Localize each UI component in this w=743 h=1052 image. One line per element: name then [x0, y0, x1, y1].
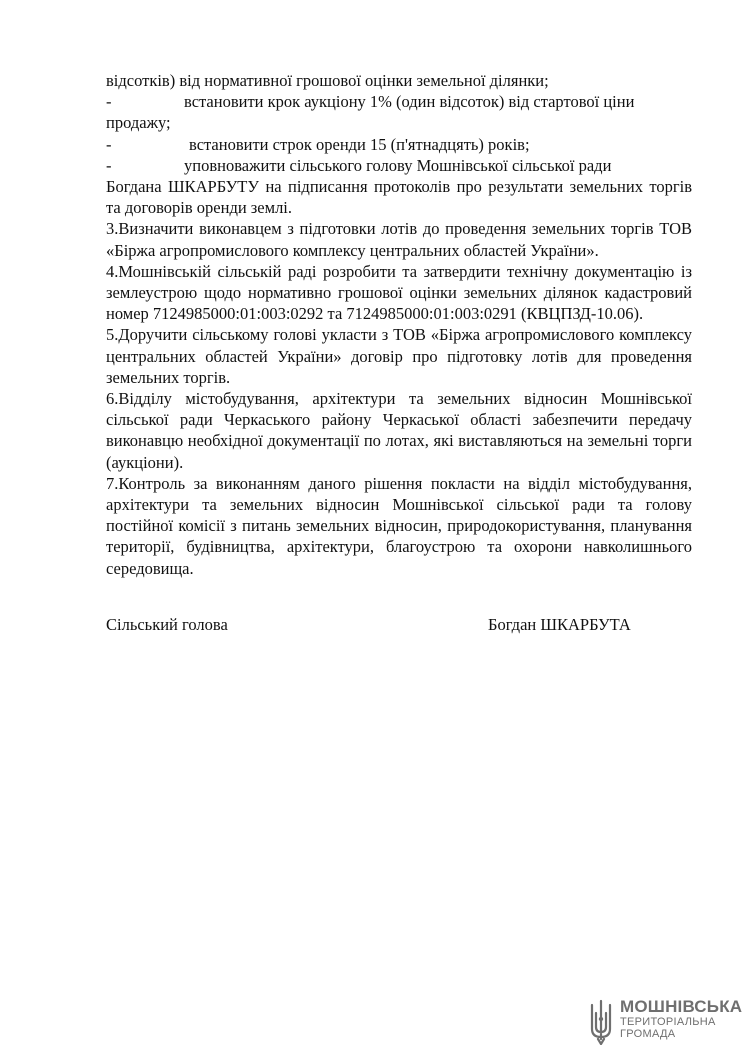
bullet-dash: - [106, 92, 112, 112]
bullet-text: встановити строк оренди 15 (п'ятнадцять) років; [189, 134, 530, 154]
logo-subtitle-line2: ГРОМАДА [620, 1028, 676, 1040]
bullet-continuation: продажу; [106, 113, 171, 133]
logo-title: МОШНІВСЬКА [620, 997, 743, 1016]
logo-subtitle-line1: ТЕРИТОРІАЛЬНА [620, 1016, 716, 1028]
bullet-dash: - [106, 155, 112, 175]
signature-name: Богдан ШКАРБУТА [488, 615, 631, 634]
numbered-item-7: 7.Контроль за виконанням даного рішення покласти на відділ містобудування, архітектури та земельних відносин Мошнівської сільської ради та голову постійної комісії з питань земельних відносин, природокористування, планування території, будівництва, архітектури, благоустрою та охорони навколишнього середовища. [106, 473, 692, 578]
bullet-text: встановити крок аукціону 1% (один відсоток) від стартової ціни [184, 92, 635, 112]
numbered-item-6: 6.Відділу містобудування, архітектури та земельних відносин Мошнівської сільської ради Черкаського району Черкаської області забезпечити передачу виконавцю необхідної документації по лотах, які виставляються на земельні торги (аукціони). [106, 389, 692, 472]
bullet-item [106, 134, 692, 155]
trident-icon [587, 999, 615, 1045]
intro-line: відсотків) від нормативної грошової оцінки земельної ділянки; [106, 71, 549, 90]
signature-block [106, 614, 692, 638]
numbered-item-5: 5.Доручити сільському голові укласти з ТОВ «Біржа агропромислового комплексу центральних областей України» договір про підготовку лотів для проведення земельних торгів. [106, 325, 692, 387]
bullet-item [106, 91, 692, 133]
document-body [106, 70, 692, 579]
bullet-text: уповноважити сільського голову Мошнівської сільської ради [184, 155, 612, 175]
numbered-item-4: 4.Мошнівській сільській раді розробити та затвердити технічну документацію із землеустрою щодо нормативно грошової оцінки земельних ділянок кадастровий номер 7124985000:01:003:0292 та 7124985000:01:003:0291 (КВЦПЗД-10.06). [106, 261, 692, 324]
bullet-dash: - [106, 134, 112, 154]
signature-position: Сільський голова [106, 615, 228, 634]
logo-text [620, 998, 742, 1040]
community-logo [587, 997, 743, 1049]
bullet-continuation: Богдана ШКАРБУТУ на підписання протоколів про результати земельних торгів та договорів оренди землі. [106, 177, 692, 218]
bullet-item [106, 155, 692, 219]
numbered-item-3: 3.Визначити виконавцем з підготовки лотів до проведення земельних торгів ТОВ «Біржа агропромислового комплексу центральних областей України». [106, 219, 692, 260]
